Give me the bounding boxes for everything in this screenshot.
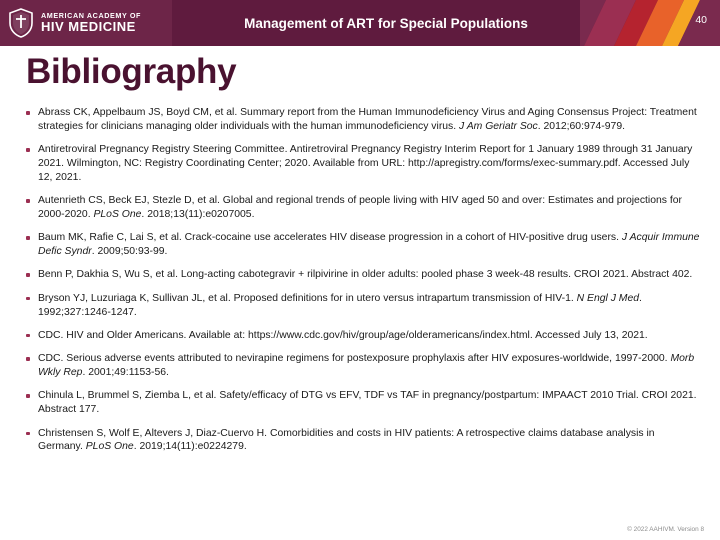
reference-journal: J Am Geriatr Soc bbox=[459, 120, 538, 132]
list-item bbox=[24, 106, 702, 134]
brand-text bbox=[41, 12, 141, 34]
list-item bbox=[24, 389, 702, 417]
aahivm-logo-icon bbox=[8, 8, 34, 38]
reference-text: Autenrieth CS, Beck EJ, Stezle D, et al. Global and regional trends of people living with HIV aged 50 and over: Estimates and projections for 2000-2020. bbox=[38, 195, 682, 220]
reference-citation: . 2018;13(11):e0207005. bbox=[141, 208, 255, 220]
reference-citation: . 1992;327:1246-1247. bbox=[38, 292, 642, 318]
list-item bbox=[24, 268, 702, 282]
reference-journal: PLoS One bbox=[93, 208, 142, 220]
reference-journal: N Engl J Med bbox=[576, 292, 640, 304]
page-title: Bibliography bbox=[26, 52, 237, 91]
reference-journal: Morb Wkly Rep bbox=[38, 353, 695, 379]
list-item bbox=[24, 352, 702, 380]
brand-line-2: HIV MEDICINE bbox=[41, 19, 136, 35]
slide-number: 40 bbox=[695, 14, 707, 26]
list-item bbox=[24, 329, 702, 343]
slide-header bbox=[0, 0, 720, 46]
list-item bbox=[24, 143, 702, 184]
reference-text: Baum MK, Rafie C, Lai S, et al. Crack-cocaine use accelerates HIV disease progression in a cohort of HIV-positive drug users. bbox=[38, 232, 622, 244]
reference-text: Antiretroviral Pregnancy Registry Steering Committee. Antiretroviral Pregnancy Registry Interim Report for 1 January 1989 through 31 January 2021. Wilmington, NC: Registry Coordinating Center; 2020. Available from URL: http://apregistry.com/forms/exec-summary.pdf. Accessed July 12, 2021. bbox=[38, 144, 693, 183]
reference-citation: . 2019;14(11):e0224279. bbox=[133, 441, 247, 453]
reference-text: CDC. Serious adverse events attributed to nevirapine regimens for postexposure prophylaxis after HIV exposures-worldwide, 1997-2000. bbox=[38, 353, 671, 365]
brand-line-1: AMERICAN ACADEMY OF bbox=[41, 10, 142, 20]
copyright-footer: © 2022 AAHIVM. Version 8 bbox=[627, 526, 704, 533]
reference-text: Benn P, Dakhia S, Wu S, et al. Long-acting cabotegravir + rilpivirine in older adults: pooled phase 3 week-48 results. CROI 2021. Abstract 402. bbox=[38, 269, 693, 281]
brand-lockup bbox=[0, 0, 172, 46]
reference-journal: J Acquir Immune Defic Syndr bbox=[38, 232, 700, 258]
reference-text: Christensen S, Wolf E, Altevers J, Diaz-Cuervo H. Comorbidities and costs in HIV patients: A retrospective claims database analysis in Germany. bbox=[38, 427, 655, 453]
list-item bbox=[24, 194, 702, 222]
reference-text: Abrass CK, Appelbaum JS, Boyd CM, et al. Summary report from the Human Immunodeficiency Virus and Aging Consensus Project: Treatment strategies for clinicians managing older individuals with the human immunodeficiency virus. bbox=[38, 107, 697, 132]
reference-citation: . 2009;50:93-99. bbox=[91, 246, 168, 258]
list-item bbox=[24, 231, 702, 259]
reference-text: Bryson YJ, Luzuriaga K, Sullivan JL, et al. Proposed definitions for in utero versus intrapartum transmission of HIV-1. bbox=[38, 292, 577, 304]
reference-citation: . 2012;60:974-979. bbox=[537, 120, 625, 132]
reference-text: Chinula L, Brummel S, Ziemba L, et al. Safety/efficacy of DTG vs EFV, TDF vs TAF in pregnancy/postpartum: IMPAACT 2010 Trial. CROI 2021. Abstract 177. bbox=[38, 390, 697, 416]
reference-journal: PLoS One bbox=[85, 441, 134, 453]
list-item bbox=[24, 427, 702, 455]
list-item bbox=[24, 292, 702, 320]
reference-text: CDC. HIV and Older Americans. Available at: https://www.cdc.gov/hiv/group/age/olderamericans/index.html. Accessed July 13, 2021. bbox=[38, 329, 648, 341]
reference-citation: . 2001;49:1153-56. bbox=[82, 367, 169, 379]
presentation-title: Management of ART for Special Populations bbox=[244, 15, 528, 31]
bibliography-list bbox=[24, 106, 702, 464]
